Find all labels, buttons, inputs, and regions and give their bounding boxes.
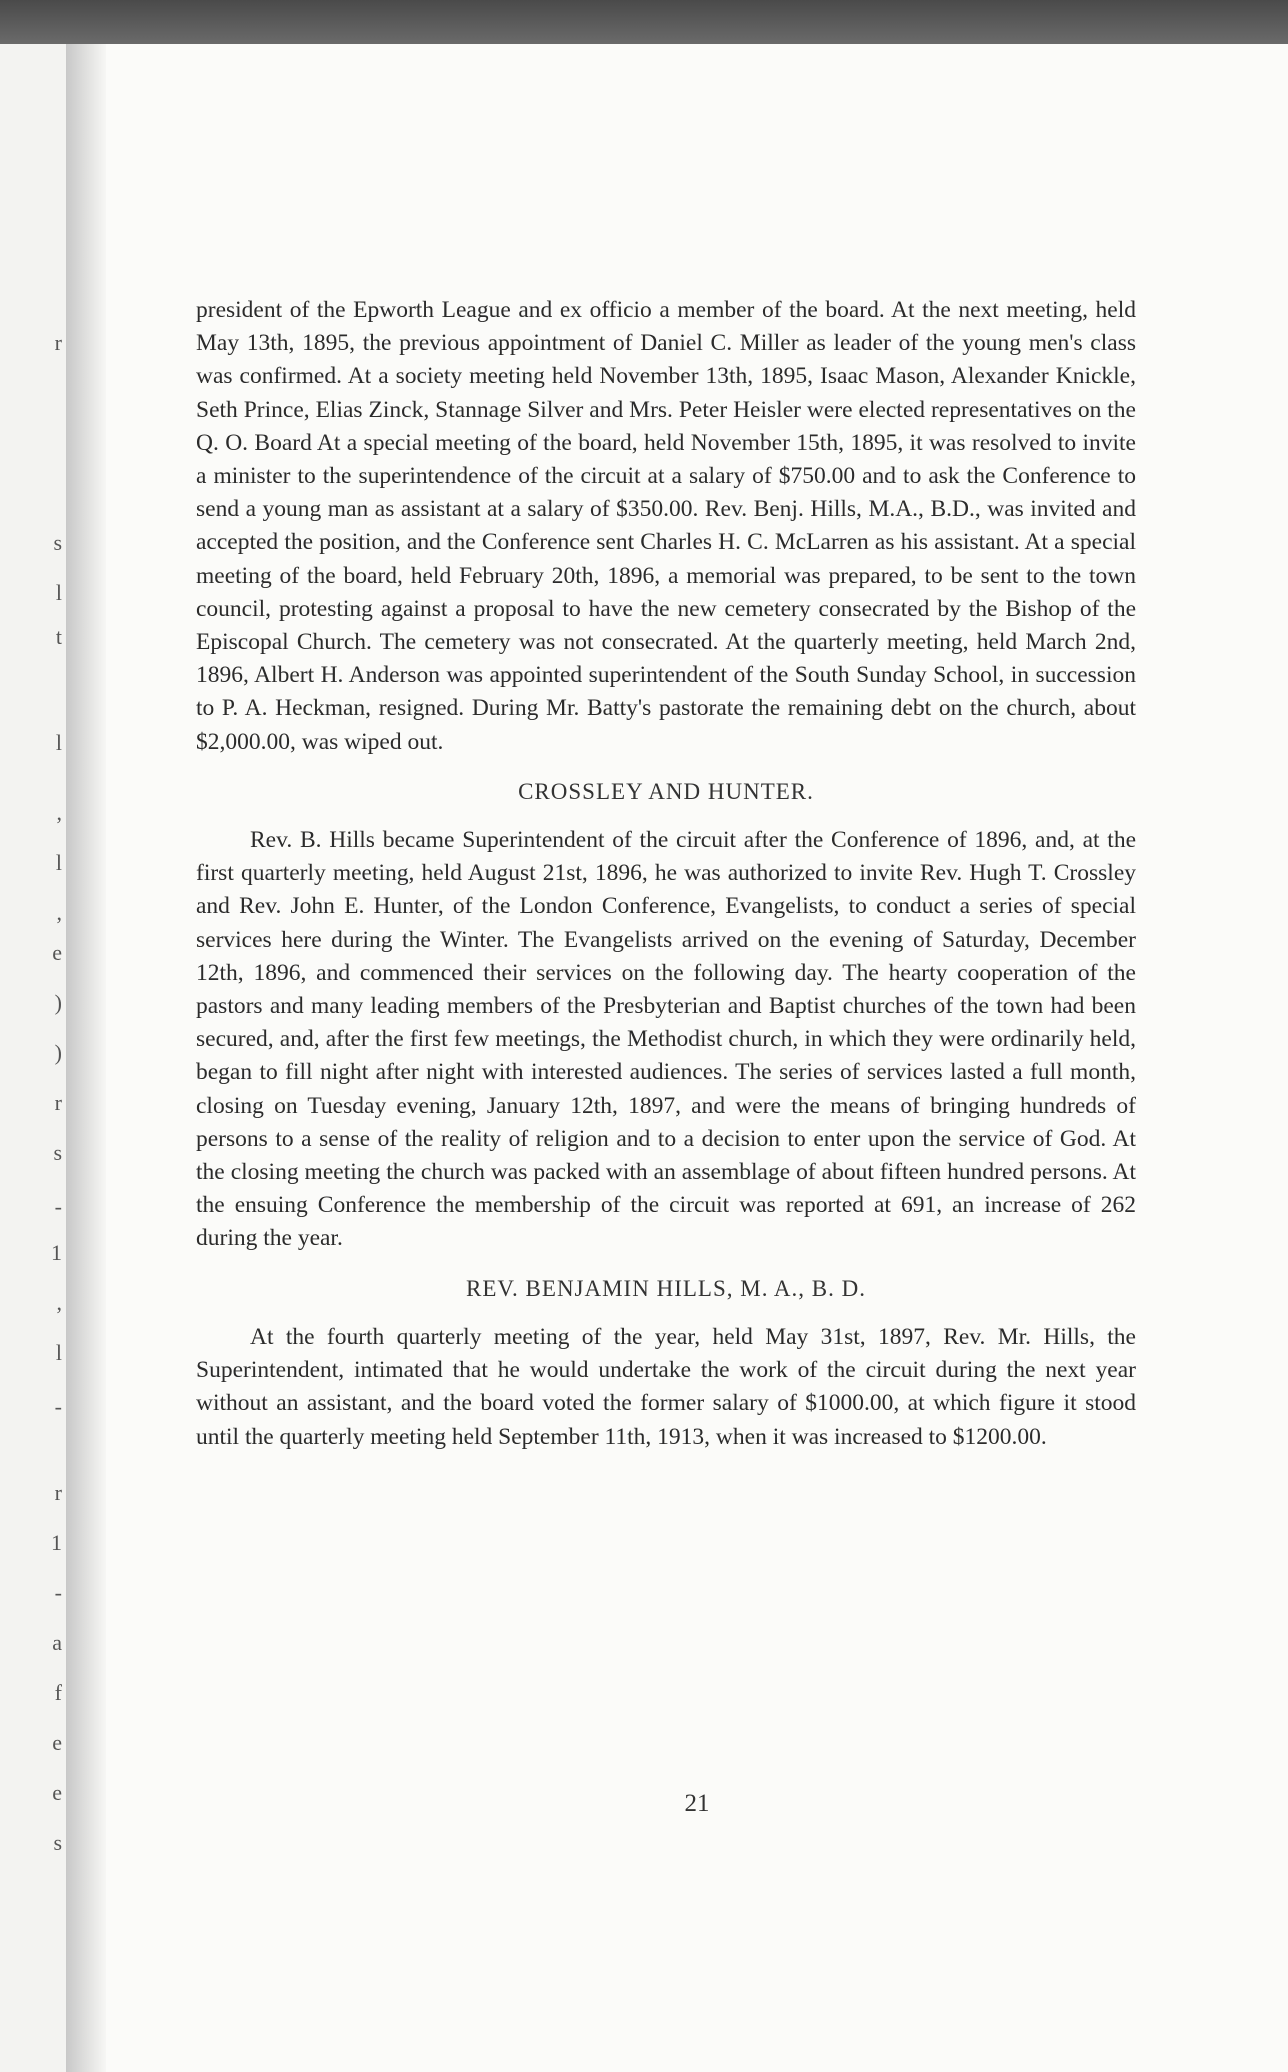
facing-page-fragment: l (55, 730, 62, 755)
facing-page-fragment: ) (54, 1040, 62, 1065)
page-number: 21 (684, 1790, 710, 1817)
facing-page-fragment: e (52, 940, 62, 965)
facing-page-fragment: - (54, 1194, 62, 1219)
scan-top-edge (0, 0, 1288, 44)
facing-page-fragment: 1 (51, 1530, 62, 1555)
facing-page-fragment: e (52, 1780, 62, 1805)
facing-page-fragment: - (54, 1394, 62, 1419)
facing-page-fragment: l (55, 850, 62, 875)
paragraph-salary: At the fourth quarterly meeting of the year, held May 31st, 1897, Rev. Mr. Hills, the Superintendent, intimated that he would undertake the work of the circuit during the next year without an assistant, and the board voted the former salary of $1000.00, at which figure it stood until the quarterly meeting held September 11th, 1913, when it was increased to $1200.00. (196, 1323, 1136, 1450)
facing-page-fragment: , (56, 900, 62, 925)
page-body (196, 294, 1136, 1454)
facing-page-fragment: r (54, 330, 62, 355)
paragraph-board-meetings: president of the Epworth League and ex officio a member of the board. At the next meeting, held May 13th, 1895, the previous appointment of Daniel C. Miller as leader of the young men's class was confirmed. At a society meeting held November 13th, 1895, Isaac Mason, Alexander Knickle, Seth Prince, Elias Zinck, Stannage Silver and Mrs. Peter Heisler were elected representatives on the Q. O. Board At a special meeting of the board, held November 15th, 1895, it was resolved to invite a minister to the superintendence of the circuit at a salary of $750.00 and to ask the Conference to send a young man as assistant at a salary of $350.00. Rev. Benj. Hills, M.A., B.D., was invited and accepted the position, and the Conference sent Charles H. C. McLarren as his assistant. At a special meeting of the board, held February 20th, 1896, a memorial was prepared, to be sent to the town council, protesting against a proposal to have the new cemetery consecrated by the Bishop of the Episcopal Church. The cemetery was not consecrated. At the quarterly meeting, held March 2nd, 1896, Albert H. Anderson was appointed superintendent of the South Sunday School, in succession to P. A. Heckman, resigned. During Mr. Batty's pastorate the remaining debt on the church, about $2,000.00, was wiped out. (196, 297, 1136, 755)
paragraph-evangelists: Rev. B. Hills became Superintendent of the circuit after the Conference of 1896, and, at the first quarterly meeting, held August 21st, 1896, he was authorized to invite Rev. Hugh T. Crossley and Rev. John E. Hunter, of the London Conference, Evangelists, to conduct a series of special services here during the Winter. The Evangelists arrived on the evening of Saturday, December 12th, 1896, and commenced their services on the following day. The hearty cooperation of the pastors and many leading members of the Presbyterian and Baptist churches of the town had been secured, and, after the first few meetings, the Methodist church, in which they were ordinarily held, began to fill night after night with interested audiences. The series of services lasted a full month, closing on Tuesday evening, January 12th, 1897, and were the means of bringing hundreds of persons to a sense of the reality of religion and to a decision to enter upon the service of God. At the closing meeting the church was packed with an assemblage of about fifteen hundred persons. At the ensuing Conference the membership of the circuit was reported at 691, an increase of 262 during the year. (196, 827, 1136, 1252)
facing-page-fragment: l (55, 580, 62, 605)
facing-page-fragment: 1 (51, 1240, 62, 1265)
facing-page-fragment: s (53, 1830, 62, 1855)
facing-page-fragment: s (53, 1140, 62, 1165)
facing-page-fragment: r (54, 1480, 62, 1505)
facing-page-fragment: , (56, 800, 62, 825)
section-heading-crossley-hunter: CROSSLEY AND HUNTER. (518, 778, 814, 804)
facing-page-fragment: l (55, 1340, 62, 1365)
facing-page-fragment: a (52, 1630, 62, 1655)
book-page (106, 44, 1288, 2072)
facing-page-fragment: - (54, 1580, 62, 1605)
facing-page-fragment: ) (54, 990, 62, 1015)
facing-page-fragment: t (55, 624, 62, 649)
facing-page-fragment: e (52, 1730, 62, 1755)
facing-page-text-fragments (0, 44, 66, 2072)
facing-page-fragment: , (56, 1290, 62, 1315)
book-gutter-shadow (66, 44, 106, 2072)
facing-page-edge (0, 44, 66, 2072)
facing-page-fragment: s (53, 530, 62, 555)
facing-page-fragment: f (54, 1680, 62, 1705)
section-heading-benjamin-hills: REV. BENJAMIN HILLS, M. A., B. D. (466, 1275, 866, 1301)
facing-page-fragment: r (54, 1090, 62, 1115)
